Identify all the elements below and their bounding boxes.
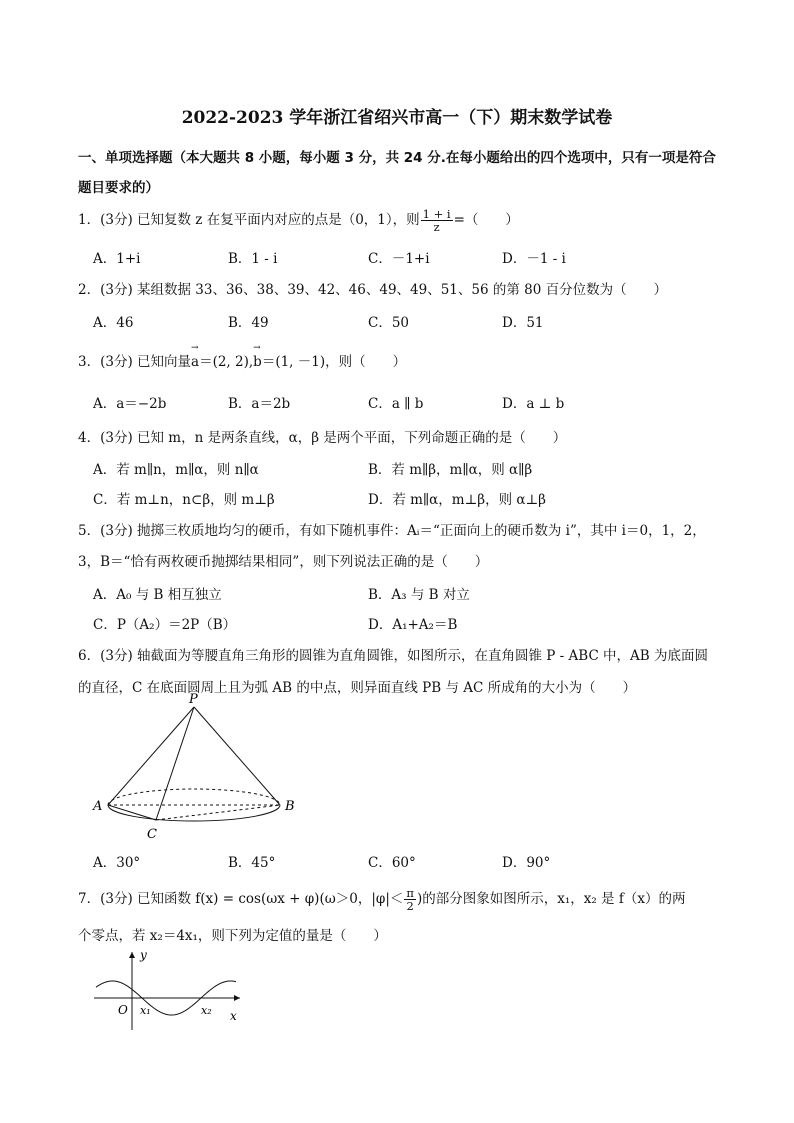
q3-eq-a: ＝(2, 2), <box>199 354 254 370</box>
edge-pc <box>156 707 194 820</box>
q7-fraction <box>404 887 416 912</box>
q4-option-a[interactable]: A．若 m∥n，m∥α，则 n∥α <box>93 462 259 478</box>
edge-ac <box>108 805 156 820</box>
q5-option-b[interactable]: B．A₃ 与 B 对立 <box>368 587 470 603</box>
edge-cb <box>156 805 280 820</box>
question-6-line1: 6．(3分) 轴截面为等腰直角三角形的圆锥为直角圆锥，如图所示，在直角圆锥 P - ABC 中，AB 为底面圆 <box>78 648 709 664</box>
label-x2: x₂ <box>201 1004 212 1017</box>
label-x1: x₁ <box>140 1004 151 1017</box>
q1-frac-num: 1 + i <box>422 207 451 221</box>
edge-pb <box>194 707 280 805</box>
q2-option-c[interactable]: C．50 <box>368 315 410 331</box>
q1-option-a[interactable]: A．1+i <box>93 251 141 267</box>
q3-option-b[interactable]: B．a＝2b <box>228 396 291 412</box>
label-c: C <box>147 827 157 842</box>
label-b: B <box>285 799 295 814</box>
question-7-line2: 个零点，若 x₂＝4x₁，则下列为定值的量是（ ） <box>78 928 387 944</box>
q3-option-d[interactable]: D．a ⊥ b <box>502 396 565 412</box>
x-axis-arrow <box>234 995 240 1001</box>
page-title: 2022-2023 学年浙江省绍兴市高一（下）期末数学试卷 <box>181 108 613 128</box>
q6-option-b[interactable]: B．45° <box>228 855 276 871</box>
q4-option-c[interactable]: C．若 m⊥n，n⊂β，则 m⊥β <box>93 492 275 508</box>
q1-stem-a: 1．(3分) 已知复数 z 在复平面内对应的点是（0，1），则 <box>78 212 420 228</box>
q6-option-c[interactable]: C．60° <box>368 855 416 871</box>
q6-option-a[interactable]: A．30° <box>93 855 141 871</box>
q5-option-c[interactable]: C．P（A₂）＝2P（B） <box>93 617 237 633</box>
q7-stem-a: 7．(3分) 已知函数 f(x) = cos(ωx + φ)(ω＞0，|φ|＜ <box>78 891 404 907</box>
q1-fraction <box>421 208 453 233</box>
label-origin: O <box>118 1003 128 1017</box>
q3-vector-b: → b <box>253 354 262 370</box>
q1-option-c[interactable]: C．－1+i <box>368 251 430 267</box>
q3-option-a[interactable]: A．a＝−2b <box>93 396 167 412</box>
q3-eq-b: ＝(1, －1)，则（ ） <box>261 354 407 370</box>
q4-option-b[interactable]: B．若 m∥β，m∥α，则 α∥β <box>368 462 533 478</box>
edge-pa <box>108 707 194 805</box>
cone-diagram <box>88 692 318 847</box>
q1-stem-b: =（ ） <box>453 212 519 228</box>
question-3-stem <box>78 350 406 370</box>
q5-option-a[interactable]: A．A₀ 与 B 相互独立 <box>93 587 222 603</box>
label-y: y <box>140 948 147 962</box>
q1-frac-den: z <box>433 220 440 234</box>
question-2-stem: 2．(3分) 某组数据 33、36、38、39、42、46、49、49、51、56 的第 80 百分位数为（ ） <box>78 282 668 298</box>
question-5-line1: 5．(3分) 抛掷三枚质地均匀的硬币，有如下随机事件：Aᵢ＝“正面向上的硬币数为 i”，其中 i＝0，1，2， <box>78 523 706 539</box>
question-1-stem <box>78 208 519 233</box>
q1-option-d[interactable]: D．－1 - i <box>502 251 566 267</box>
q6-option-d[interactable]: D．90° <box>502 855 551 871</box>
q2-option-b[interactable]: B．49 <box>228 315 269 331</box>
y-axis-arrow <box>129 952 135 958</box>
q7-stem-b: )的部分图象如图所示，x₁，x₂ 是 f（x）的两 <box>416 891 686 907</box>
q5-option-d[interactable]: D．A₁+A₂＝B <box>368 617 458 633</box>
q1-option-b[interactable]: B．1 - i <box>228 251 278 267</box>
q3-stem-a: 3．(3分) 已知向量 <box>78 354 192 370</box>
question-5-line2: 3，B＝“恰有两枚硬币抛掷结果相同”，则下列说法正确的是（ ） <box>78 554 489 570</box>
label-x: x <box>230 1009 237 1023</box>
label-p: P <box>189 692 198 707</box>
question-4-stem: 4．(3分) 已知 m，n 是两条直线，α，β 是两个平面，下列命题正确的是（ ） <box>78 430 567 446</box>
q3-option-c[interactable]: C．a ∥ b <box>368 396 424 412</box>
q4-option-d[interactable]: D．若 m∥α，m⊥β，则 α⊥β <box>368 492 546 508</box>
question-6-line2: 的直径，C 在底面圆周上且为弧 AB 的中点，则异面直线 PB 与 AC 所成角的大小为（ ） <box>78 680 637 696</box>
cone-base-back <box>108 789 280 805</box>
section-header-line1: 一、单项选择题（本大题共 8 小题，每小题 3 分，共 24 分.在每小题给出的四个选项中，只有一项是符合 <box>78 150 716 166</box>
q2-option-a[interactable]: A．46 <box>93 315 134 331</box>
q7-frac-num: π <box>406 886 414 900</box>
label-a: A <box>93 799 103 814</box>
q7-frac-den: 2 <box>406 899 414 913</box>
q3-vector-a: → a <box>191 354 199 370</box>
cosine-graph <box>90 944 250 1034</box>
section-header-line2: 题目要求的） <box>78 180 159 196</box>
q2-option-d[interactable]: D．51 <box>502 315 544 331</box>
question-7-stem <box>78 887 685 912</box>
